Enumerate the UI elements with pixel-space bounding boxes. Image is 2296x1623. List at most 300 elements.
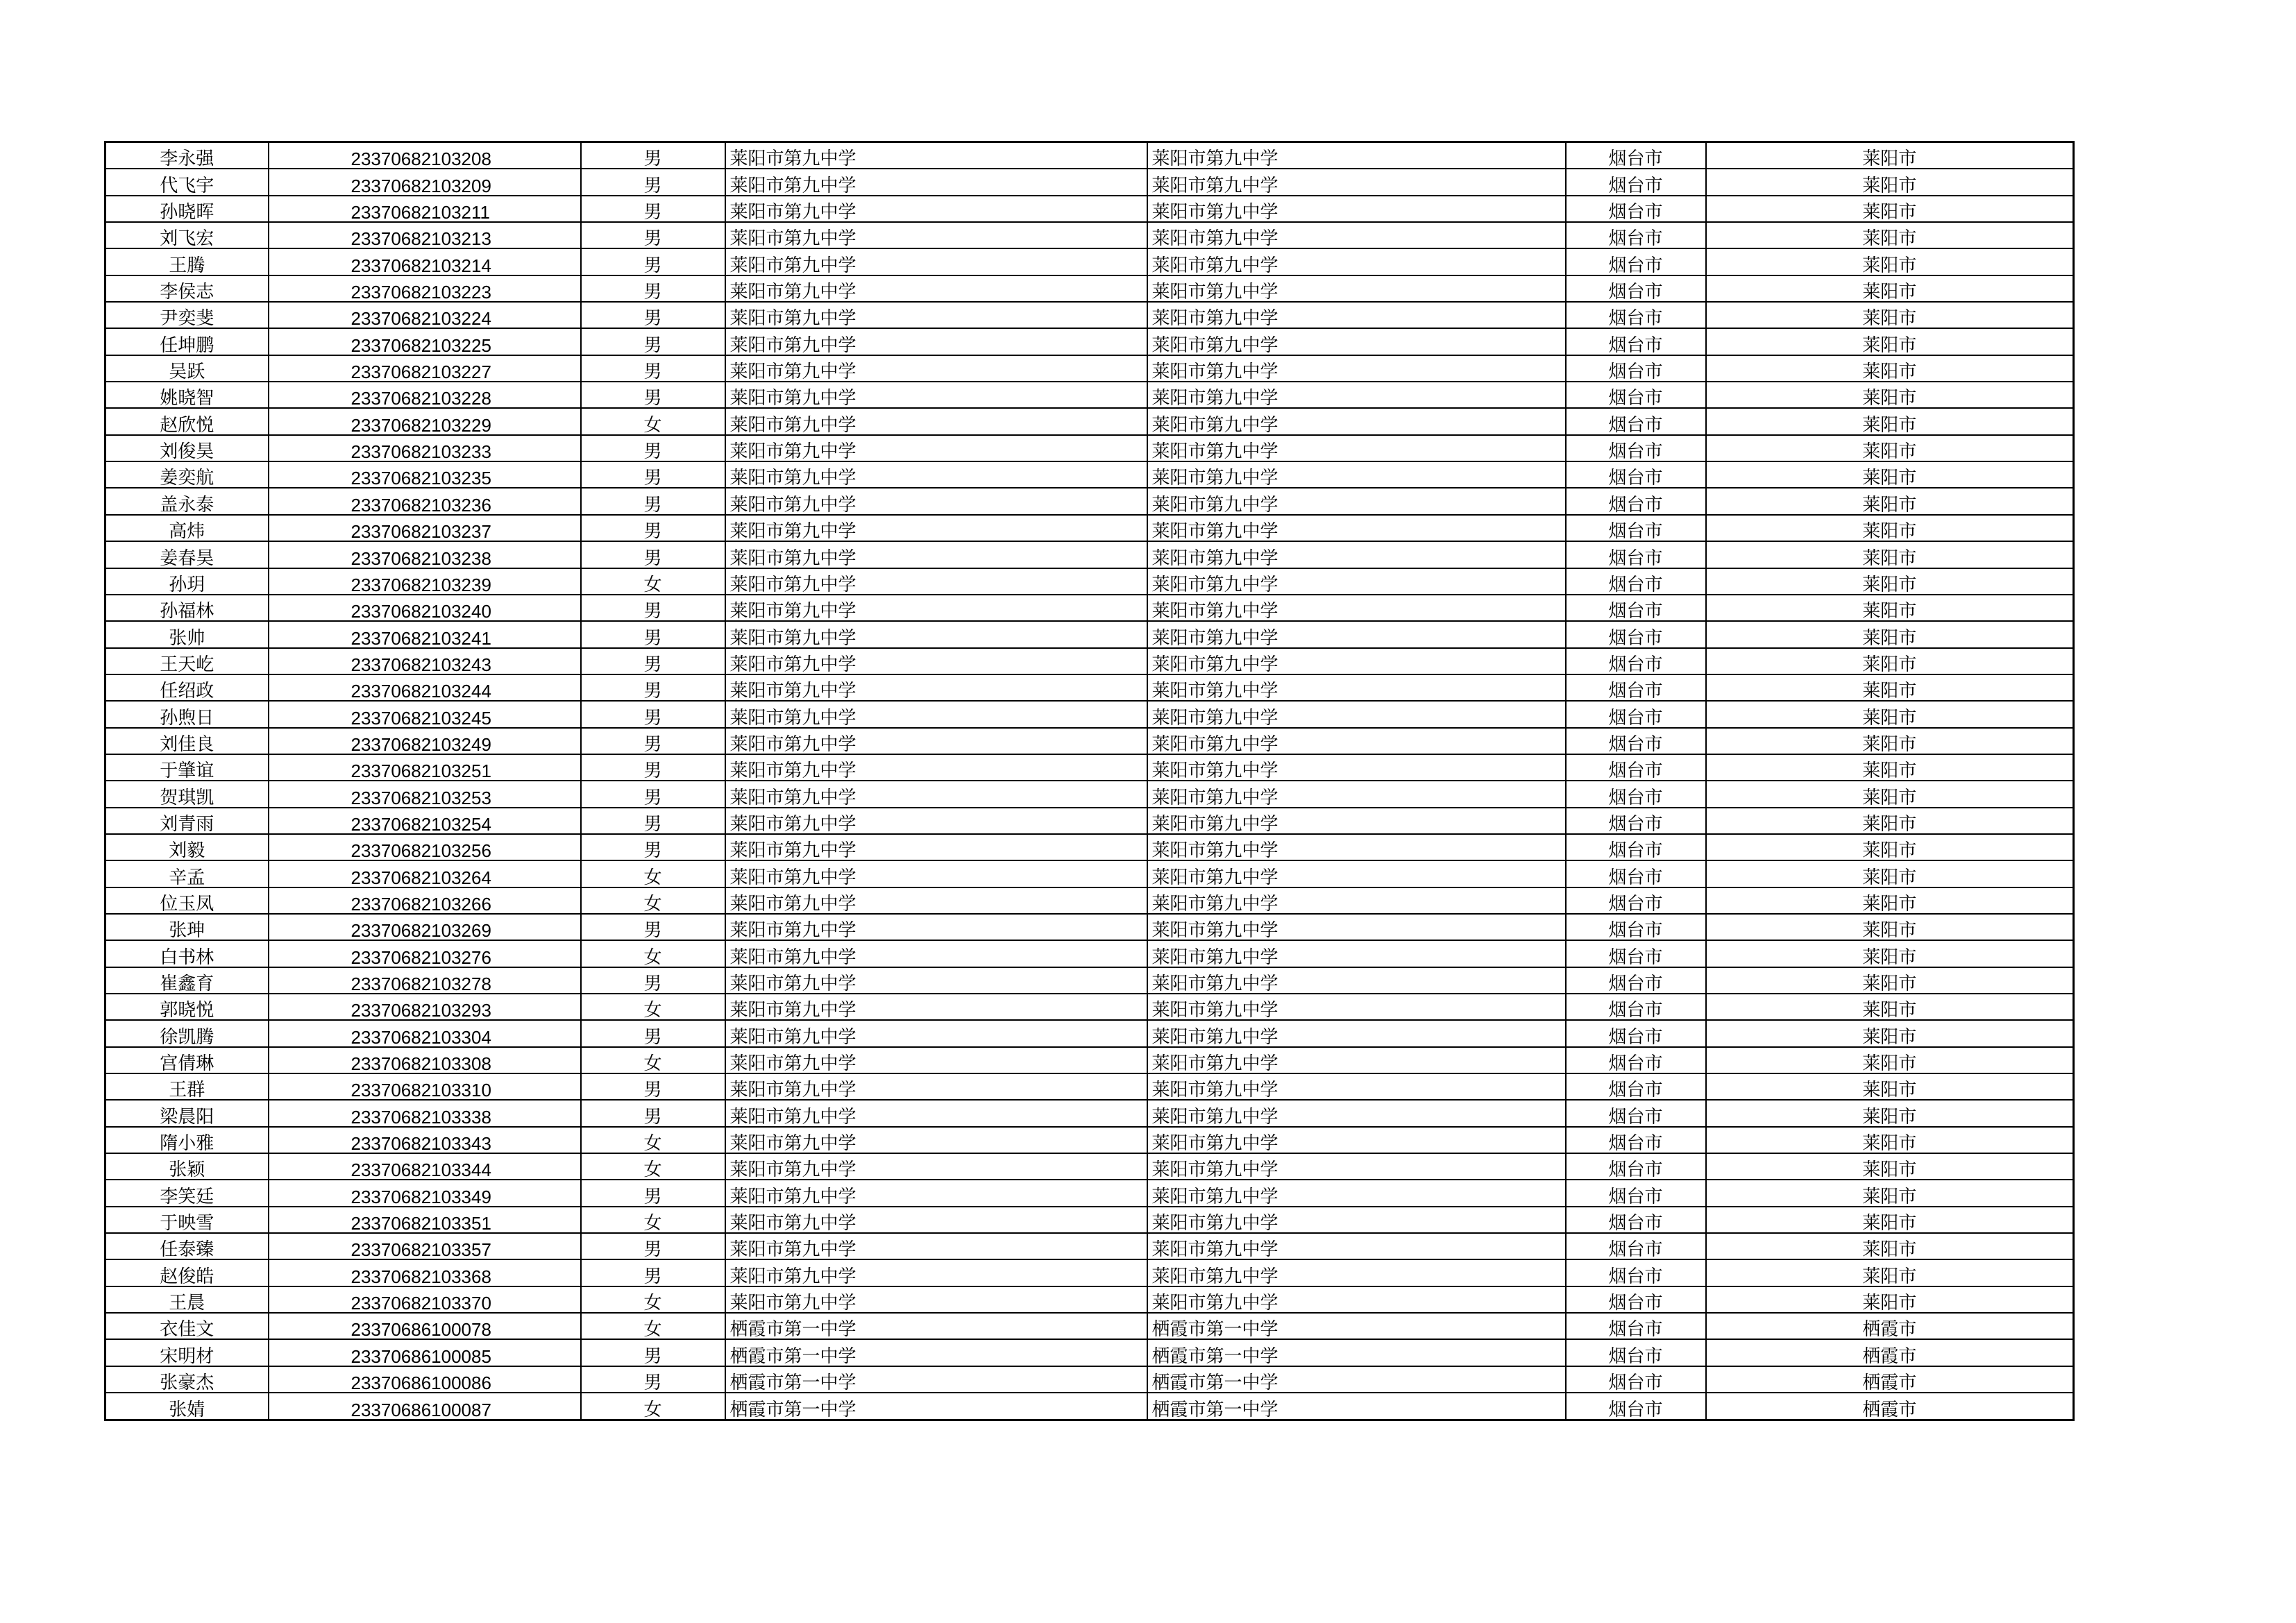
county-cell: 莱阳市 — [1706, 940, 2074, 967]
county-cell: 莱阳市 — [1706, 222, 2074, 248]
city-cell: 烟台市 — [1566, 1100, 1706, 1126]
gender-cell: 男 — [581, 302, 725, 328]
registration-school-cell: 莱阳市第九中学 — [1147, 515, 1566, 541]
city-cell: 烟台市 — [1566, 1286, 1706, 1313]
name-cell: 孙晓晖 — [105, 196, 269, 222]
city-cell: 烟台市 — [1566, 728, 1706, 754]
exam-id-cell: 23370682103227 — [269, 355, 581, 382]
name-cell: 张珅 — [105, 914, 269, 940]
county-cell: 莱阳市 — [1706, 860, 2074, 887]
name-cell: 贺琪凯 — [105, 781, 269, 807]
gender-cell: 男 — [581, 595, 725, 621]
name-cell: 姜奕航 — [105, 461, 269, 488]
name-cell: 李永强 — [105, 142, 269, 169]
registration-school-cell: 莱阳市第九中学 — [1147, 1233, 1566, 1259]
name-cell: 尹奕斐 — [105, 302, 269, 328]
registration-school-cell: 莱阳市第九中学 — [1147, 408, 1566, 434]
gender-cell: 女 — [581, 1286, 725, 1313]
county-cell: 莱阳市 — [1706, 275, 2074, 302]
county-cell: 莱阳市 — [1706, 728, 2074, 754]
name-cell: 宋明材 — [105, 1339, 269, 1366]
city-cell: 烟台市 — [1566, 248, 1706, 275]
exam-id-cell: 23370686100085 — [269, 1339, 581, 1366]
exam-id-cell: 23370682103269 — [269, 914, 581, 940]
city-cell: 烟台市 — [1566, 328, 1706, 355]
registration-school-cell: 莱阳市第九中学 — [1147, 222, 1566, 248]
table-row — [105, 1207, 2074, 1233]
county-cell: 莱阳市 — [1706, 808, 2074, 834]
city-cell: 烟台市 — [1566, 515, 1706, 541]
gender-cell: 女 — [581, 940, 725, 967]
registration-school-cell: 莱阳市第九中学 — [1147, 834, 1566, 860]
name-cell: 刘俊昊 — [105, 435, 269, 461]
table-row — [105, 1073, 2074, 1100]
gender-cell: 男 — [581, 275, 725, 302]
gender-cell: 女 — [581, 1313, 725, 1339]
exam-id-cell: 23370682103240 — [269, 595, 581, 621]
city-cell: 烟台市 — [1566, 887, 1706, 914]
registration-school-cell: 莱阳市第九中学 — [1147, 1207, 1566, 1233]
school-cell: 莱阳市第九中学 — [725, 914, 1147, 940]
gender-cell: 男 — [581, 1233, 725, 1259]
school-cell: 莱阳市第九中学 — [725, 248, 1147, 275]
county-cell: 莱阳市 — [1706, 541, 2074, 568]
table-row — [105, 461, 2074, 488]
gender-cell: 男 — [581, 1100, 725, 1126]
table-row — [105, 1180, 2074, 1206]
city-cell: 烟台市 — [1566, 781, 1706, 807]
county-cell: 莱阳市 — [1706, 328, 2074, 355]
school-cell: 莱阳市第九中学 — [725, 781, 1147, 807]
exam-id-cell: 23370682103266 — [269, 887, 581, 914]
school-cell: 莱阳市第九中学 — [725, 1047, 1147, 1073]
school-cell: 莱阳市第九中学 — [725, 541, 1147, 568]
registration-school-cell: 莱阳市第九中学 — [1147, 302, 1566, 328]
city-cell: 烟台市 — [1566, 568, 1706, 595]
city-cell: 烟台市 — [1566, 1020, 1706, 1046]
county-cell: 莱阳市 — [1706, 781, 2074, 807]
gender-cell: 男 — [581, 222, 725, 248]
county-cell: 莱阳市 — [1706, 914, 2074, 940]
city-cell: 烟台市 — [1566, 674, 1706, 701]
school-cell: 莱阳市第九中学 — [725, 1233, 1147, 1259]
county-cell: 莱阳市 — [1706, 834, 2074, 860]
name-cell: 张帅 — [105, 621, 269, 647]
table-row — [105, 781, 2074, 807]
name-cell: 宫倩琳 — [105, 1047, 269, 1073]
registration-school-cell: 莱阳市第九中学 — [1147, 1047, 1566, 1073]
name-cell: 崔鑫育 — [105, 967, 269, 994]
school-cell: 莱阳市第九中学 — [725, 674, 1147, 701]
name-cell: 王晨 — [105, 1286, 269, 1313]
county-cell: 莱阳市 — [1706, 621, 2074, 647]
city-cell: 烟台市 — [1566, 808, 1706, 834]
registration-school-cell: 莱阳市第九中学 — [1147, 1153, 1566, 1180]
city-cell: 烟台市 — [1566, 196, 1706, 222]
school-cell: 莱阳市第九中学 — [725, 808, 1147, 834]
exam-id-cell: 23370682103211 — [269, 196, 581, 222]
exam-id-cell: 23370682103224 — [269, 302, 581, 328]
school-cell: 莱阳市第九中学 — [725, 1207, 1147, 1233]
city-cell: 烟台市 — [1566, 1259, 1706, 1286]
registration-school-cell: 莱阳市第九中学 — [1147, 275, 1566, 302]
table-row — [105, 621, 2074, 647]
exam-id-cell: 23370682103349 — [269, 1180, 581, 1206]
table-row — [105, 728, 2074, 754]
name-cell: 隋小雅 — [105, 1127, 269, 1153]
exam-id-cell: 23370682103344 — [269, 1153, 581, 1180]
school-cell: 莱阳市第九中学 — [725, 408, 1147, 434]
name-cell: 于映雪 — [105, 1207, 269, 1233]
city-cell: 烟台市 — [1566, 1313, 1706, 1339]
exam-id-cell: 23370682103243 — [269, 648, 581, 674]
city-cell: 烟台市 — [1566, 222, 1706, 248]
exam-id-cell: 23370682103238 — [269, 541, 581, 568]
gender-cell: 女 — [581, 1127, 725, 1153]
name-cell: 高炜 — [105, 515, 269, 541]
city-cell: 烟台市 — [1566, 1393, 1706, 1420]
school-cell: 莱阳市第九中学 — [725, 940, 1147, 967]
gender-cell: 男 — [581, 515, 725, 541]
name-cell: 孙玥 — [105, 568, 269, 595]
table-row — [105, 674, 2074, 701]
school-cell: 莱阳市第九中学 — [725, 169, 1147, 195]
school-cell: 莱阳市第九中学 — [725, 461, 1147, 488]
table-body — [105, 142, 2074, 1420]
registration-school-cell: 莱阳市第九中学 — [1147, 169, 1566, 195]
table-row — [105, 1339, 2074, 1366]
name-cell: 于肇谊 — [105, 754, 269, 781]
exam-id-cell: 23370682103229 — [269, 408, 581, 434]
table-row — [105, 1047, 2074, 1073]
school-cell: 栖霞市第一中学 — [725, 1393, 1147, 1420]
registration-school-cell: 莱阳市第九中学 — [1147, 568, 1566, 595]
county-cell: 莱阳市 — [1706, 408, 2074, 434]
school-cell: 莱阳市第九中学 — [725, 515, 1147, 541]
county-cell: 莱阳市 — [1706, 1153, 2074, 1180]
registration-school-cell: 莱阳市第九中学 — [1147, 355, 1566, 382]
name-cell: 刘毅 — [105, 834, 269, 860]
exam-id-cell: 23370682103228 — [269, 382, 581, 408]
school-cell: 莱阳市第九中学 — [725, 967, 1147, 994]
school-cell: 莱阳市第九中学 — [725, 754, 1147, 781]
table-row — [105, 1313, 2074, 1339]
exam-id-cell: 23370682103351 — [269, 1207, 581, 1233]
exam-id-cell: 23370682103253 — [269, 781, 581, 807]
county-cell: 莱阳市 — [1706, 701, 2074, 727]
school-cell: 莱阳市第九中学 — [725, 302, 1147, 328]
city-cell: 烟台市 — [1566, 355, 1706, 382]
table-row — [105, 940, 2074, 967]
gender-cell: 男 — [581, 1259, 725, 1286]
city-cell: 烟台市 — [1566, 169, 1706, 195]
city-cell: 烟台市 — [1566, 1153, 1706, 1180]
county-cell: 莱阳市 — [1706, 488, 2074, 514]
city-cell: 烟台市 — [1566, 860, 1706, 887]
city-cell: 烟台市 — [1566, 1233, 1706, 1259]
exam-id-cell: 23370682103357 — [269, 1233, 581, 1259]
school-cell: 莱阳市第九中学 — [725, 328, 1147, 355]
table-row — [105, 1233, 2074, 1259]
table-row — [105, 142, 2074, 169]
gender-cell: 男 — [581, 701, 725, 727]
city-cell: 烟台市 — [1566, 834, 1706, 860]
city-cell: 烟台市 — [1566, 1127, 1706, 1153]
county-cell: 莱阳市 — [1706, 674, 2074, 701]
table-row — [105, 808, 2074, 834]
table-row — [105, 595, 2074, 621]
school-cell: 莱阳市第九中学 — [725, 1259, 1147, 1286]
table-row — [105, 541, 2074, 568]
school-cell: 莱阳市第九中学 — [725, 1127, 1147, 1153]
exam-id-cell: 23370682103251 — [269, 754, 581, 781]
gender-cell: 女 — [581, 408, 725, 434]
gender-cell: 男 — [581, 728, 725, 754]
school-cell: 莱阳市第九中学 — [725, 275, 1147, 302]
city-cell: 烟台市 — [1566, 914, 1706, 940]
city-cell: 烟台市 — [1566, 541, 1706, 568]
name-cell: 徐凯腾 — [105, 1020, 269, 1046]
table-row — [105, 1127, 2074, 1153]
gender-cell: 男 — [581, 834, 725, 860]
table-row — [105, 887, 2074, 914]
gender-cell: 男 — [581, 461, 725, 488]
county-cell: 莱阳市 — [1706, 248, 2074, 275]
registration-school-cell: 莱阳市第九中学 — [1147, 808, 1566, 834]
table-row — [105, 408, 2074, 434]
exam-id-cell: 23370682103214 — [269, 248, 581, 275]
gender-cell: 男 — [581, 196, 725, 222]
gender-cell: 男 — [581, 488, 725, 514]
school-cell: 栖霞市第一中学 — [725, 1339, 1147, 1366]
county-cell: 莱阳市 — [1706, 1233, 2074, 1259]
county-cell: 莱阳市 — [1706, 1259, 2074, 1286]
county-cell: 莱阳市 — [1706, 435, 2074, 461]
registration-school-cell: 莱阳市第九中学 — [1147, 435, 1566, 461]
gender-cell: 女 — [581, 860, 725, 887]
gender-cell: 男 — [581, 355, 725, 382]
name-cell: 代飞宇 — [105, 169, 269, 195]
school-cell: 莱阳市第九中学 — [725, 196, 1147, 222]
registration-school-cell: 莱阳市第九中学 — [1147, 754, 1566, 781]
gender-cell: 男 — [581, 754, 725, 781]
exam-id-cell: 23370682103264 — [269, 860, 581, 887]
registration-school-cell: 莱阳市第九中学 — [1147, 914, 1566, 940]
registration-school-cell: 莱阳市第九中学 — [1147, 781, 1566, 807]
table-row — [105, 967, 2074, 994]
table-row — [105, 328, 2074, 355]
name-cell: 姚晓智 — [105, 382, 269, 408]
exam-id-cell: 23370682103209 — [269, 169, 581, 195]
registration-school-cell: 莱阳市第九中学 — [1147, 1180, 1566, 1206]
gender-cell: 男 — [581, 541, 725, 568]
city-cell: 烟台市 — [1566, 1047, 1706, 1073]
county-cell: 莱阳市 — [1706, 568, 2074, 595]
city-cell: 烟台市 — [1566, 302, 1706, 328]
school-cell: 莱阳市第九中学 — [725, 1073, 1147, 1100]
table-row — [105, 914, 2074, 940]
city-cell: 烟台市 — [1566, 488, 1706, 514]
exam-id-cell: 23370682103237 — [269, 515, 581, 541]
table-row — [105, 169, 2074, 195]
school-cell: 栖霞市第一中学 — [725, 1366, 1147, 1393]
gender-cell: 男 — [581, 142, 725, 169]
city-cell: 烟台市 — [1566, 621, 1706, 647]
table-row — [105, 1286, 2074, 1313]
exam-id-cell: 23370682103278 — [269, 967, 581, 994]
registration-school-cell: 莱阳市第九中学 — [1147, 621, 1566, 647]
county-cell: 莱阳市 — [1706, 1073, 2074, 1100]
gender-cell: 女 — [581, 1153, 725, 1180]
table-row — [105, 435, 2074, 461]
exam-id-cell: 23370682103235 — [269, 461, 581, 488]
school-cell: 莱阳市第九中学 — [725, 701, 1147, 727]
gender-cell: 男 — [581, 382, 725, 408]
city-cell: 烟台市 — [1566, 1207, 1706, 1233]
school-cell: 莱阳市第九中学 — [725, 887, 1147, 914]
exam-id-cell: 23370682103239 — [269, 568, 581, 595]
registration-school-cell: 莱阳市第九中学 — [1147, 1127, 1566, 1153]
name-cell: 刘佳良 — [105, 728, 269, 754]
gender-cell: 男 — [581, 248, 725, 275]
registration-school-cell: 莱阳市第九中学 — [1147, 701, 1566, 727]
name-cell: 孙福林 — [105, 595, 269, 621]
school-cell: 莱阳市第九中学 — [725, 142, 1147, 169]
city-cell: 烟台市 — [1566, 142, 1706, 169]
registration-school-cell: 莱阳市第九中学 — [1147, 994, 1566, 1020]
school-cell: 莱阳市第九中学 — [725, 488, 1147, 514]
school-cell: 栖霞市第一中学 — [725, 1313, 1147, 1339]
name-cell: 李侯志 — [105, 275, 269, 302]
gender-cell: 男 — [581, 967, 725, 994]
table-row — [105, 248, 2074, 275]
county-cell: 莱阳市 — [1706, 355, 2074, 382]
county-cell: 栖霞市 — [1706, 1339, 2074, 1366]
county-cell: 莱阳市 — [1706, 461, 2074, 488]
city-cell: 烟台市 — [1566, 1180, 1706, 1206]
exam-id-cell: 23370682103310 — [269, 1073, 581, 1100]
exam-id-cell: 23370682103241 — [269, 621, 581, 647]
registration-school-cell: 莱阳市第九中学 — [1147, 1073, 1566, 1100]
name-cell: 任泰臻 — [105, 1233, 269, 1259]
city-cell: 烟台市 — [1566, 967, 1706, 994]
registration-school-cell: 莱阳市第九中学 — [1147, 940, 1566, 967]
gender-cell: 男 — [581, 169, 725, 195]
school-cell: 莱阳市第九中学 — [725, 568, 1147, 595]
table-row — [105, 648, 2074, 674]
exam-id-cell: 23370682103293 — [269, 994, 581, 1020]
county-cell: 莱阳市 — [1706, 515, 2074, 541]
table-row — [105, 860, 2074, 887]
gender-cell: 女 — [581, 1207, 725, 1233]
table-row — [105, 754, 2074, 781]
gender-cell: 男 — [581, 1020, 725, 1046]
county-cell: 栖霞市 — [1706, 1313, 2074, 1339]
name-cell: 刘飞宏 — [105, 222, 269, 248]
exam-id-cell: 23370682103208 — [269, 142, 581, 169]
exam-id-cell: 23370682103225 — [269, 328, 581, 355]
registration-school-cell: 莱阳市第九中学 — [1147, 728, 1566, 754]
county-cell: 莱阳市 — [1706, 196, 2074, 222]
name-cell: 刘青雨 — [105, 808, 269, 834]
registration-school-cell: 栖霞市第一中学 — [1147, 1393, 1566, 1420]
registration-school-cell: 栖霞市第一中学 — [1147, 1366, 1566, 1393]
name-cell: 张婧 — [105, 1393, 269, 1420]
city-cell: 烟台市 — [1566, 994, 1706, 1020]
gender-cell: 女 — [581, 994, 725, 1020]
county-cell: 莱阳市 — [1706, 967, 2074, 994]
school-cell: 莱阳市第九中学 — [725, 1286, 1147, 1313]
registration-school-cell: 莱阳市第九中学 — [1147, 248, 1566, 275]
exam-id-cell: 23370682103343 — [269, 1127, 581, 1153]
exam-id-cell: 23370682103254 — [269, 808, 581, 834]
school-cell: 莱阳市第九中学 — [725, 1100, 1147, 1126]
gender-cell: 男 — [581, 674, 725, 701]
exam-id-cell: 23370682103223 — [269, 275, 581, 302]
table-row — [105, 701, 2074, 727]
registration-school-cell: 莱阳市第九中学 — [1147, 196, 1566, 222]
table-row — [105, 515, 2074, 541]
registration-school-cell: 莱阳市第九中学 — [1147, 860, 1566, 887]
exam-id-cell: 23370682103276 — [269, 940, 581, 967]
table-row — [105, 1020, 2074, 1046]
table-row — [105, 1259, 2074, 1286]
school-cell: 莱阳市第九中学 — [725, 355, 1147, 382]
table-row — [105, 355, 2074, 382]
exam-id-cell: 23370682103370 — [269, 1286, 581, 1313]
table-row — [105, 382, 2074, 408]
gender-cell: 男 — [581, 621, 725, 647]
table-row — [105, 994, 2074, 1020]
city-cell: 烟台市 — [1566, 275, 1706, 302]
school-cell: 莱阳市第九中学 — [725, 994, 1147, 1020]
county-cell: 莱阳市 — [1706, 169, 2074, 195]
county-cell: 莱阳市 — [1706, 595, 2074, 621]
registration-school-cell: 莱阳市第九中学 — [1147, 1259, 1566, 1286]
registration-school-cell: 莱阳市第九中学 — [1147, 595, 1566, 621]
city-cell: 烟台市 — [1566, 435, 1706, 461]
name-cell: 任绍政 — [105, 674, 269, 701]
registration-school-cell: 莱阳市第九中学 — [1147, 382, 1566, 408]
exam-id-cell: 23370682103338 — [269, 1100, 581, 1126]
name-cell: 赵俊皓 — [105, 1259, 269, 1286]
county-cell: 莱阳市 — [1706, 1180, 2074, 1206]
table-row — [105, 488, 2074, 514]
exam-id-cell: 23370682103256 — [269, 834, 581, 860]
registration-school-cell: 莱阳市第九中学 — [1147, 142, 1566, 169]
exam-id-cell: 23370682103308 — [269, 1047, 581, 1073]
name-cell: 盖永泰 — [105, 488, 269, 514]
gender-cell: 女 — [581, 568, 725, 595]
exam-id-cell: 23370686100087 — [269, 1393, 581, 1420]
name-cell: 张颖 — [105, 1153, 269, 1180]
county-cell: 莱阳市 — [1706, 1286, 2074, 1313]
registration-school-cell: 莱阳市第九中学 — [1147, 967, 1566, 994]
gender-cell: 女 — [581, 1393, 725, 1420]
exam-id-cell: 23370682103244 — [269, 674, 581, 701]
table-row — [105, 1366, 2074, 1393]
city-cell: 烟台市 — [1566, 408, 1706, 434]
school-cell: 莱阳市第九中学 — [725, 621, 1147, 647]
name-cell: 白书林 — [105, 940, 269, 967]
school-cell: 莱阳市第九中学 — [725, 1020, 1147, 1046]
gender-cell: 男 — [581, 328, 725, 355]
registration-school-cell: 莱阳市第九中学 — [1147, 541, 1566, 568]
registration-school-cell: 莱阳市第九中学 — [1147, 488, 1566, 514]
city-cell: 烟台市 — [1566, 1073, 1706, 1100]
city-cell: 烟台市 — [1566, 701, 1706, 727]
school-cell: 莱阳市第九中学 — [725, 435, 1147, 461]
